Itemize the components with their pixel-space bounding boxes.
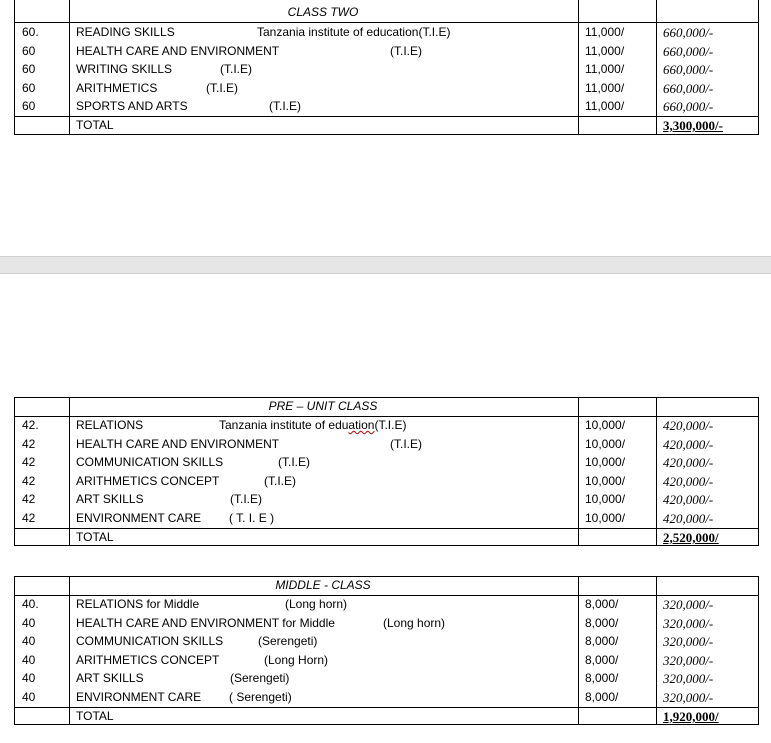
title-cell: ENVIRONMENT CARE: [76, 510, 202, 525]
title-cell: RELATIONS: [76, 418, 144, 432]
total-label: TOTAL: [76, 118, 114, 132]
title-cell: ARITHMETICS CONCEPT: [76, 652, 220, 667]
amount-cell: 660,000/-: [663, 80, 714, 96]
price-cell: 8,000/: [585, 615, 619, 630]
title-cell: COMMUNICATION SKILLS: [76, 634, 224, 648]
publisher-cell: (Serengeti): [230, 671, 290, 685]
price-cell: 8,000/: [585, 652, 619, 667]
amount-cell: 660,000/-: [663, 62, 714, 77]
publisher-cell: (T.I.E): [278, 455, 310, 469]
table-row: [14, 688, 759, 707]
table-row: [14, 669, 759, 688]
amount-cell: 320,000/-: [663, 671, 714, 686]
price-cell: 11,000/: [585, 62, 625, 76]
publisher-cell: (Long Horn): [264, 652, 329, 667]
qty-cell: 40: [22, 615, 36, 630]
middle-class-table: [14, 576, 759, 725]
amount-cell: 320,000/-: [663, 615, 714, 631]
table-row: [14, 79, 759, 98]
pre-unit-class-table: [14, 397, 759, 546]
table-row: [14, 416, 759, 435]
publisher-cell: ( T. I. E ): [229, 510, 275, 525]
title-cell: HEALTH CARE AND ENVIRONMENT: [76, 43, 280, 58]
price-cell: 8,000/: [585, 597, 619, 611]
table-row: [14, 60, 759, 79]
table-row: [14, 435, 759, 454]
title-cell: READING SKILLS: [76, 25, 175, 39]
publisher-cell: [219, 418, 406, 433]
amount-cell: 660,000/-: [663, 25, 714, 40]
table-row: [14, 490, 759, 509]
amount-cell: 420,000/-: [663, 473, 714, 489]
price-cell: 8,000/: [585, 634, 619, 648]
publisher-cell: (Serengeti): [258, 634, 318, 648]
amount-cell: 660,000/-: [663, 99, 714, 114]
publisher-suffix: (T.I.E): [374, 418, 407, 432]
qty-cell: 42: [22, 492, 36, 506]
publisher-cell: (T.I.E): [206, 80, 238, 95]
publisher-cell: (T.I.E): [390, 436, 422, 451]
qty-cell: 40: [22, 671, 36, 685]
table-row: [14, 97, 759, 116]
price-cell: 10,000/: [585, 436, 626, 451]
total-amount: 3,300,000/-: [663, 118, 723, 133]
qty-cell: 42.: [22, 418, 39, 432]
amount-cell: 660,000/-: [663, 43, 714, 59]
title-cell: HEALTH CARE AND ENVIRONMENT for Middle: [76, 615, 335, 630]
qty-cell: 60: [22, 43, 36, 58]
qty-cell: 40: [22, 689, 36, 704]
publisher-cell: (T.I.E): [220, 62, 252, 76]
table-row: [14, 453, 759, 472]
total-label: TOTAL: [76, 709, 114, 723]
table-row: [14, 23, 759, 42]
price-cell: 11,000/: [585, 80, 625, 95]
title-cell: RELATIONS for Middle: [76, 597, 200, 611]
publisher-cell: (T.I.E): [269, 99, 301, 113]
price-cell: 10,000/: [585, 455, 626, 469]
publisher-cell: Tanzania institute of education(T.I.E): [257, 25, 451, 39]
price-cell: 8,000/: [585, 671, 619, 685]
publisher-cell: ( Serengeti): [229, 689, 292, 704]
table-row: [14, 509, 759, 528]
section-caption: MIDDLE - CLASS: [275, 578, 371, 592]
price-cell: 10,000/: [585, 510, 626, 525]
misspelled-word: ation: [348, 418, 375, 432]
title-cell: WRITING SKILLS: [76, 62, 173, 76]
title-cell: ART SKILLS: [76, 492, 144, 506]
table-row: [14, 595, 759, 614]
price-cell: 8,000/: [585, 689, 619, 704]
amount-cell: 320,000/-: [663, 689, 714, 705]
amount-cell: 420,000/-: [663, 492, 714, 507]
price-cell: 10,000/: [585, 418, 626, 432]
amount-cell: 420,000/-: [663, 436, 714, 452]
table-row: [14, 632, 759, 651]
price-cell: 11,000/: [585, 25, 625, 39]
page-break: [0, 256, 771, 274]
price-cell: 10,000/: [585, 492, 626, 506]
total-row: [14, 707, 759, 726]
publisher-cell: (Long horn): [383, 615, 446, 630]
amount-cell: 320,000/-: [663, 652, 714, 668]
price-cell: 11,000/: [585, 99, 625, 113]
total-amount: 2,520,000/: [663, 530, 719, 545]
title-cell: ENVIRONMENT CARE: [76, 689, 202, 704]
publisher-cell: (T.I.E): [264, 473, 296, 488]
title-cell: COMMUNICATION SKILLS: [76, 455, 224, 469]
qty-cell: 40.: [22, 597, 39, 611]
qty-cell: 60: [22, 99, 36, 113]
table-row: [14, 614, 759, 633]
qty-cell: 42: [22, 510, 36, 525]
qty-cell: 60: [22, 62, 36, 76]
qty-cell: 42: [22, 473, 36, 488]
title-cell: ARITHMETICS: [76, 80, 158, 95]
title-cell: ARITHMETICS CONCEPT: [76, 473, 220, 488]
price-cell: 10,000/: [585, 473, 626, 488]
publisher-cell: (T.I.E): [230, 492, 262, 506]
publisher-cell: (Long horn): [285, 597, 348, 611]
title-cell: ART SKILLS: [76, 671, 144, 685]
qty-cell: 60.: [22, 25, 39, 39]
price-cell: 11,000/: [585, 43, 625, 58]
total-row: [14, 528, 759, 547]
total-label: TOTAL: [76, 530, 114, 544]
amount-cell: 420,000/-: [663, 455, 714, 470]
total-row: [14, 116, 759, 135]
qty-cell: 42: [22, 436, 36, 451]
qty-cell: 60: [22, 80, 36, 95]
section-caption: PRE – UNIT CLASS: [268, 399, 378, 413]
publisher-cell: (T.I.E): [390, 43, 422, 58]
qty-cell: 42: [22, 455, 36, 469]
amount-cell: 420,000/-: [663, 418, 714, 433]
title-cell: SPORTS AND ARTS: [76, 99, 188, 113]
qty-cell: 40: [22, 634, 36, 648]
total-amount: 1,920,000/: [663, 709, 719, 724]
table-row: [14, 472, 759, 491]
section-caption: CLASS TWO: [287, 5, 359, 19]
amount-cell: 320,000/-: [663, 597, 714, 612]
title-cell: HEALTH CARE AND ENVIRONMENT: [76, 436, 280, 451]
class-two-table: [14, 0, 759, 135]
publisher-text: Tanzania institute of edu: [219, 418, 349, 432]
table-row: [14, 42, 759, 61]
amount-cell: 320,000/-: [663, 634, 714, 649]
qty-cell: 40: [22, 652, 36, 667]
table-row: [14, 651, 759, 670]
amount-cell: 420,000/-: [663, 510, 714, 526]
